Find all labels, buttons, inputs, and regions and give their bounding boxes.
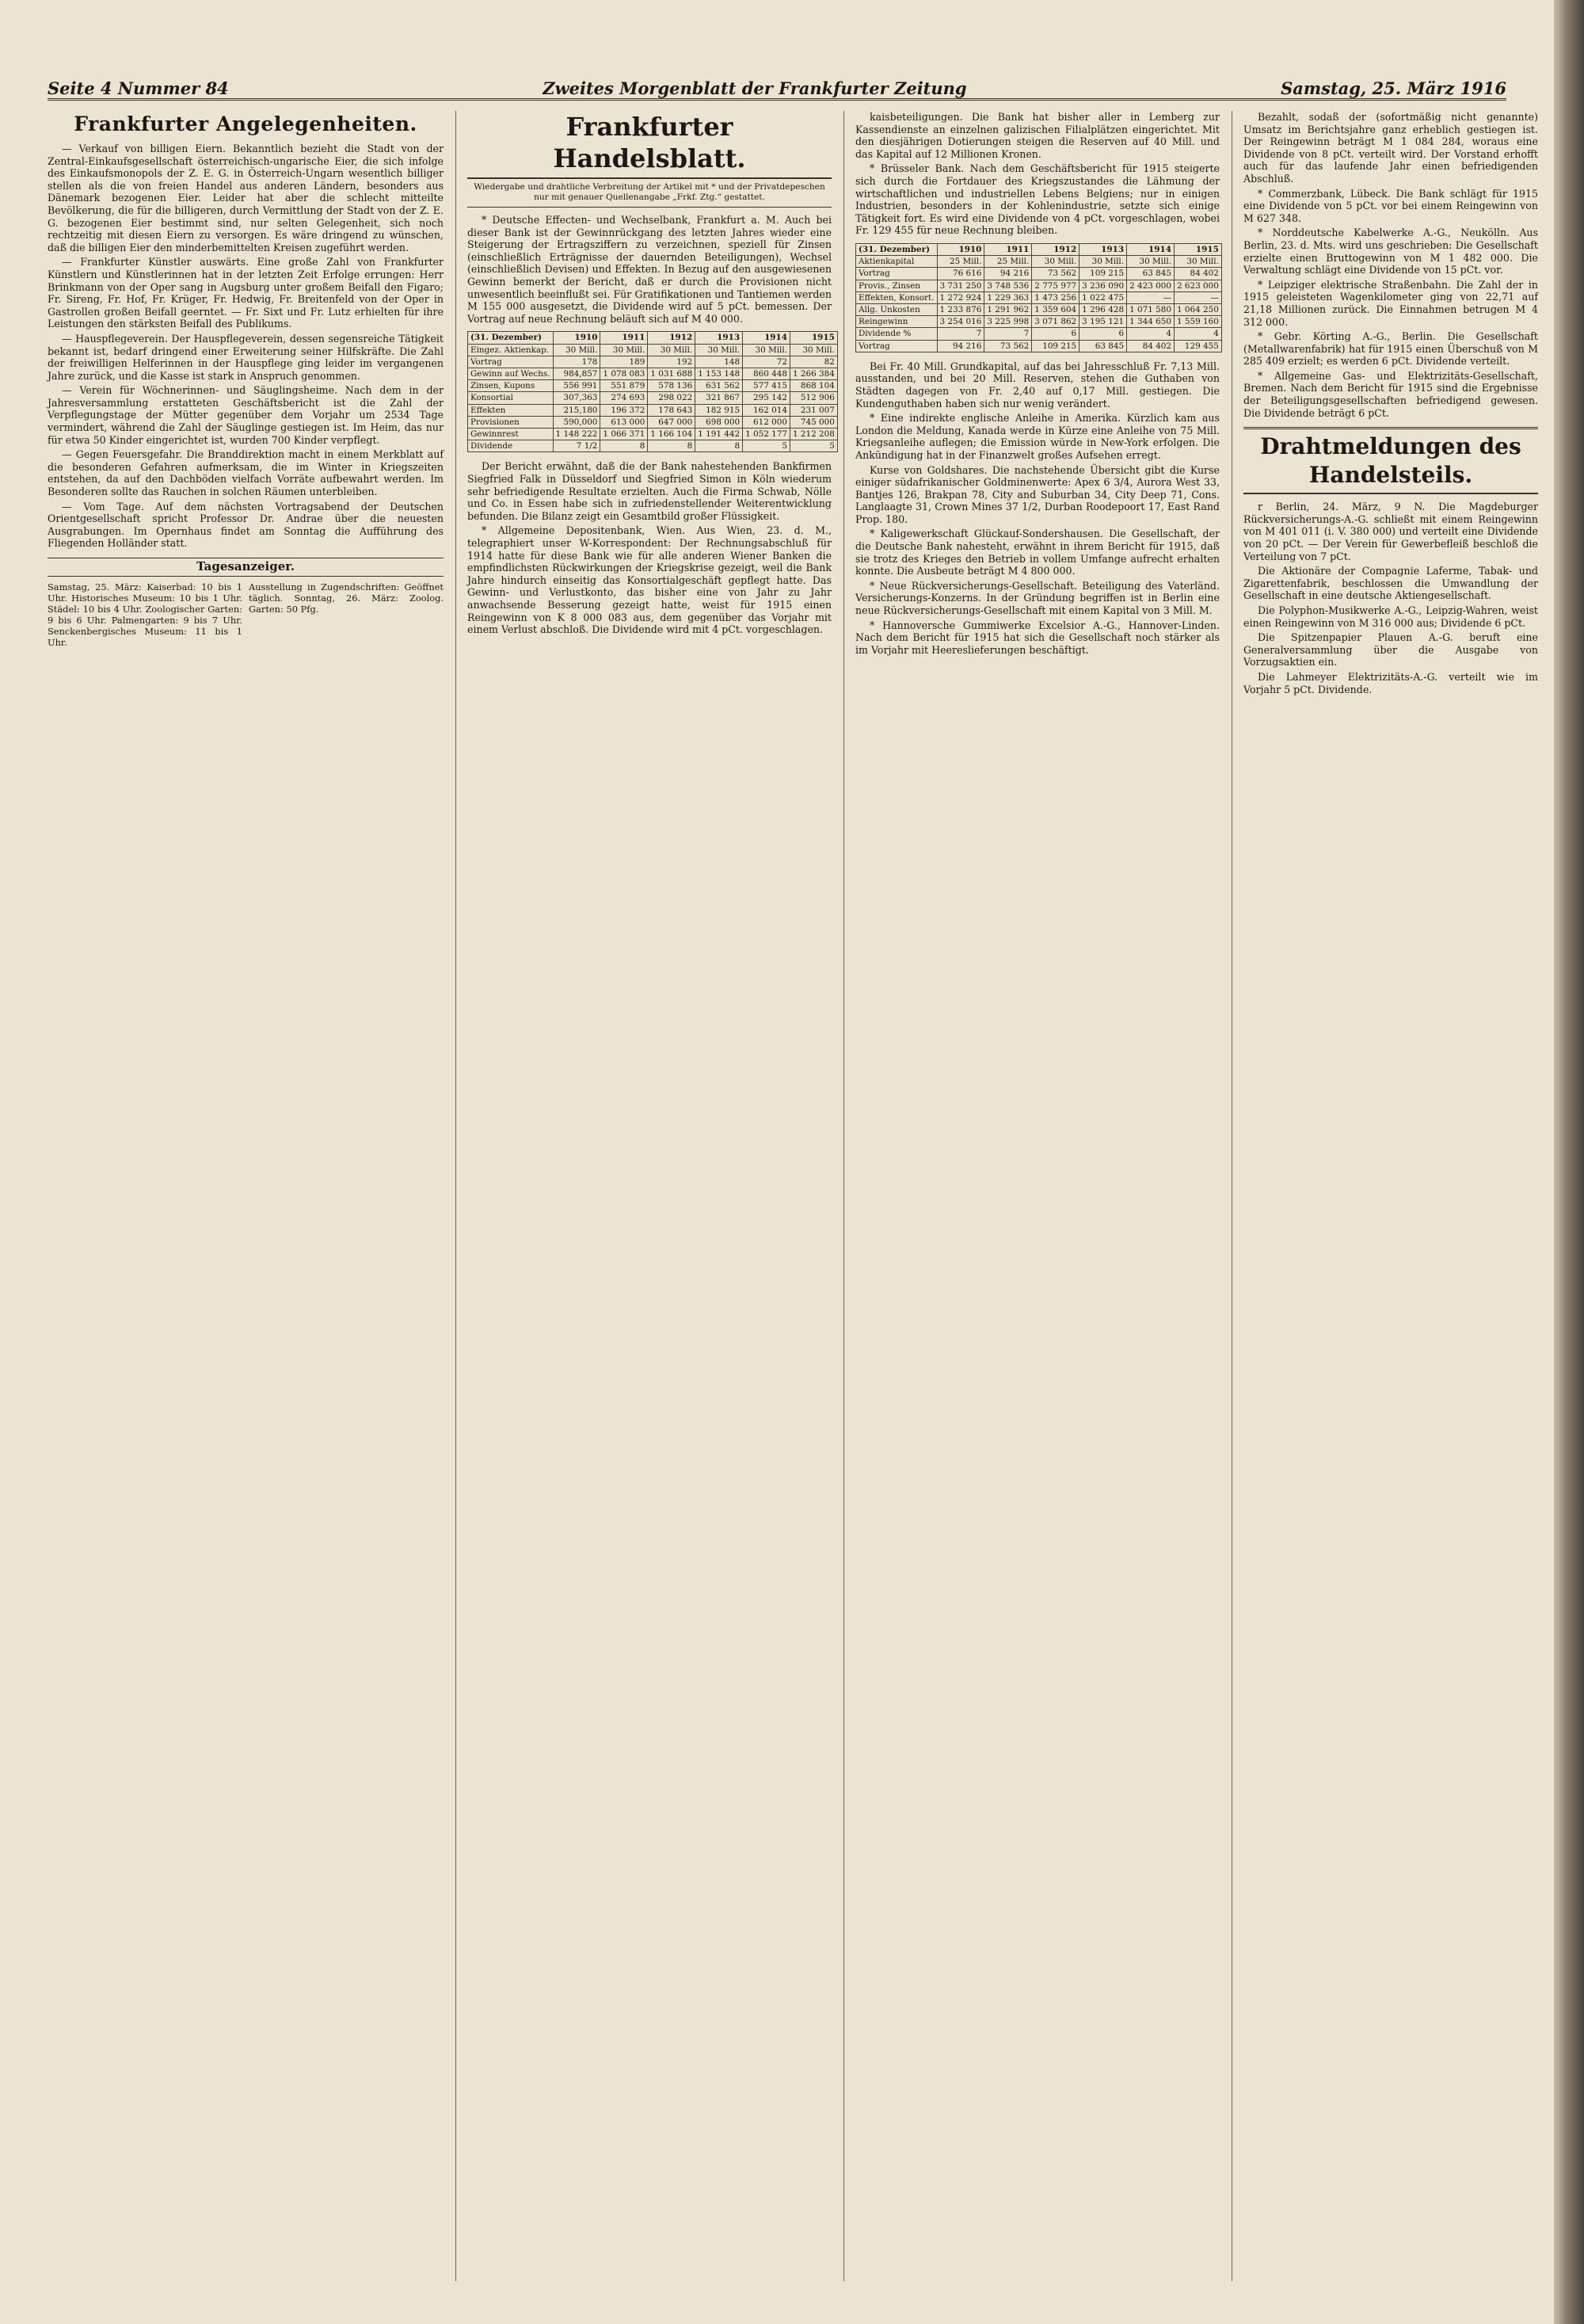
table-header-cell: 1913 (1079, 243, 1127, 255)
column-finance-2 (855, 111, 1220, 2281)
table-cell: 698 000 (695, 416, 743, 428)
table-cell: 129 455 (1174, 340, 1221, 352)
table-row (856, 303, 1222, 315)
table-cell: 590,000 (553, 416, 600, 428)
table-cell: 1 166 104 (648, 428, 695, 440)
book-spine (1554, 0, 1584, 2324)
table-row (468, 380, 838, 392)
table-cell: 1 291 962 (984, 303, 1032, 315)
table-cell: 63 845 (1127, 268, 1175, 280)
table-cell: 30 Mill. (695, 344, 743, 356)
table-cell: Aktienkapital (856, 256, 938, 268)
table-row (468, 428, 838, 440)
balance-table-bruesseler-bank (855, 243, 1222, 352)
table-cell: 30 Mill. (1174, 256, 1221, 268)
table-cell: 6 (1079, 328, 1127, 340)
tagesanzeiger-right: Ausstellung in Zugendschriften: Geöffnet täglich. Sonntag, 26. März: Zoolog. Garten: 50 Pfg. (249, 581, 444, 615)
table-cell: 868 104 (790, 380, 837, 392)
table-cell: 30 Mill. (743, 344, 790, 356)
table-header-cell: (31. Dezember) (856, 243, 938, 255)
column-finance-3 (1243, 111, 1538, 2281)
article-paragraph: — Frankfurter Künstler auswärts. Eine große Zahl von Frankfurter Künstlern und Künstlerinnen hat in der letzten Zeit Erfolge errungen: Herr Brinkmann von der Oper sang in Augsburg unter großem Beifall den Figaro; Fr. Sireng, Fr. Hof, Fr. Krüger, Fr. Hedwig, Fr. Breitenfeld von der Oper in Gastrollen großen Beifall geerntet. — Fr. Sixt und Fr. Lutz erhielten für ihre Leistungen den stärksten Beifall des Publikums. (48, 256, 444, 330)
table-cell: 321 867 (695, 392, 743, 404)
article-paragraph: Die Polyphon-Musikwerke A.-G., Leipzig-Wahren, weist einen Reingewinn von M 316 000 aus; Dividende 6 pCt. (1243, 604, 1538, 629)
table-cell: 63 845 (1079, 340, 1127, 352)
article-paragraph: Bei Fr. 40 Mill. Grundkapital, auf das bei Jahresschluß Fr. 7,13 Mill. ausstanden, und bei 20 Mill. Reserven, stehen die Guthaben von Städten dagegen von Fr. 2,40 auf 0,17 Mill. gestiegen. Die Kundenguthaben haben sich nur wenig verändert. (855, 360, 1220, 410)
table-cell: 5 (790, 440, 837, 452)
table-cell: 1 153 148 (695, 368, 743, 379)
table-cell: 1 473 256 (1032, 291, 1079, 303)
table-cell: 1 559 160 (1174, 316, 1221, 328)
article-paragraph: * Brüsseler Bank. Nach dem Geschäftsbericht für 1915 steigerte sich durch die Fortdauer des Kriegszustandes die Lähmung der wirtschaftlichen und industriellen Lebens Belgiens; nur in einigen Industrien, besonders in der Kohlenindustrie, setzte sich einige Tätigkeit fort. Es wird eine Dividende von 4 pCt. vorgeschlagen, wobei Fr. 129 455 für neue Rechnung bleiben. (855, 162, 1220, 237)
table-cell: 3 748 536 (984, 280, 1032, 291)
article-paragraph: — Gegen Feuersgefahr. Die Branddirektion macht in einem Merkblatt auf die besonderen Gefahren aufmerksam, die im Winter in Kriegszeiten entstehen, da auf den Dachböden vielfach Vorräte aufbewahrt werden. Im Besonderen sollte das Rauchen in solchen Räumen unterbleiben. (48, 448, 444, 498)
table-cell: 307,363 (553, 392, 600, 404)
tagesanzeiger-left: Samstag, 25. März: Kaiserbad: 10 bis 1 Uhr. Historisches Museum: 10 bis 1 Uhr. Städel: 10 bis 4 Uhr. Zoologischer Garten: 9 bis 6 Uhr. Palmengarten: 9 bis 7 Uhr. Senckenbergisches Museum: 11 bis 1 Uhr. (48, 581, 242, 648)
table-cell: 631 562 (695, 380, 743, 392)
table-cell: 30 Mill. (553, 344, 600, 356)
article-paragraph: — Verkauf von billigen Eiern. Bekanntlich bezieht die Stadt von der Zentral-Einkaufsgesellschaft österreichisch-ungarische Eier, die sich infolge des Einkaufsmonopols der Z. E. G. in Österreich-Ungarn wesentlich billiger stellen als die von freien Handel aus anderen Ländern, besonders aus Dänemark bezogenen Eier. Leider hat aber die schlecht mitteilte Bevölkerung, die für die billigeren, durch Vermittlung der Stadt von der Z. E. G. bezogenen Eier bestimmt sind, nur selten Gelegenheit, sich noch rechtzeitig mit diesen Eiern zu versorgen. Es wäre dringend zu wünschen, daß die billigen Eier den minderbemittelten Kreisen zugeführt werden. (48, 143, 444, 253)
column-handelsblatt (467, 111, 835, 2281)
table-header-cell: 1913 (695, 332, 743, 344)
article-paragraph: * Leipziger elektrische Straßenbahn. Die Zahl der in 1915 geleisteten Wagenkilometer ging von 22,71 auf 21,18 Millionen zurück. Die Einnahmen betrugen M 4 312 000. (1243, 278, 1538, 328)
table-cell: 94 216 (937, 340, 984, 352)
table-row (468, 356, 838, 368)
table-cell: Dividende % (856, 328, 938, 340)
table-cell: 1 266 384 (790, 368, 837, 379)
table-cell: 1 071 580 (1127, 303, 1175, 315)
table-cell: 94 216 (984, 268, 1032, 280)
table-cell: 109 215 (1032, 340, 1079, 352)
table-cell: 7 1/2 (553, 440, 600, 452)
table-cell: 30 Mill. (600, 344, 648, 356)
article-paragraph: — Hauspflegeverein. Der Hauspflegeverein, dessen segensreiche Tätigkeit bekannt ist, bedarf dringend einer Erweiterung seiner Hilfskräfte. Die Zahl der freiwilligen Helferinnen in der Hauspflege ging leider im vergangenen Jahre zurück, und die Kasse ist stark in Anspruch genommen. (48, 332, 444, 382)
table-row (468, 416, 838, 428)
page-header (48, 67, 1506, 101)
table-row (468, 344, 838, 356)
table-row (856, 280, 1222, 291)
table-cell: 189 (600, 356, 648, 368)
table-header-cell: 1912 (1032, 243, 1079, 255)
article-paragraph: * Neue Rückversicherungs-Gesellschaft. Beteiligung des Vaterländ. Versicherungs-Konzerns. In der Gründung begriffen ist in Berlin eine neue Rückversicherungs-Gesellschaft mit einem Kapital von 3 Mill. M. (855, 579, 1220, 617)
table-cell: 1 064 250 (1174, 303, 1221, 315)
table-row (856, 340, 1222, 352)
table-cell: Allg. Unkosten (856, 303, 938, 315)
table-cell: 1 066 371 (600, 428, 648, 440)
table-cell: Effekten, Konsort. (856, 291, 938, 303)
table-cell: Vortrag (856, 340, 938, 352)
table-row (468, 392, 838, 404)
table-cell: 745 000 (790, 416, 837, 428)
table-cell: 1 359 604 (1032, 303, 1079, 315)
article-paragraph: * Kaligewerkschaft Glückauf-Sondershausen. Die Gesellschaft, der die Deutsche Bank nahesteht, erwähnt in ihrem Bericht für 1915, daß sie trotz des Krieges den Betrieb in vollem Umfange aufrecht erhalten konnte. Die Ausbeute beträgt M 4 800 000. (855, 528, 1220, 577)
article-paragraph: kaisbeteiligungen. Die Bank hat bisher aller in Lemberg zur Kassendienste an einzelnen galizischen Filialplätzen eingerichtet. Mit den diesjährigen Dotierungen steigen die Reserven auf 40 Mill. und das Kapital auf 12 Millionen Kronen. (855, 111, 1220, 160)
table-cell: 148 (695, 356, 743, 368)
table-header-cell: 1911 (984, 243, 1032, 255)
table-row (468, 368, 838, 379)
article-paragraph: Kurse von Goldshares. Die nachstehende Übersicht gibt die Kurse einiger südafrikanischer Goldminenwerte: Apex 6 3/4, Aurora West 33, Bantjes 126, Brakpan 78, City and Suburban 34, City Deep 71, Cons. Langlaagte 31, Crown Mines 37 1/2, Durban Roodepoort 17, East Rand Prop. 180. (855, 463, 1220, 525)
section-title-drahtmeldungen: Drahtmeldungen des Handelsteils. (1243, 427, 1538, 494)
table-cell: Gewinnrest (468, 428, 554, 440)
article-paragraph: r Berlin, 24. März, 9 N. Die Magdeburger Rückversicherungs-A.-G. schließt mit einem Reingewinn von M 401 011 (i. V. 380 000) und verteilt eine Dividende von 20 pCt. — Der Verein für Gewerbefleiß beschloß die Verteilung von 7 pCt. (1243, 501, 1538, 562)
article-paragraph: Die Aktionäre der Compagnie Laferme, Tabak- und Zigarettenfabrik, beschlossen die Umwandlung der Gesellschaft in eine deutsche Aktiengesellschaft. (1243, 565, 1538, 602)
table-row (468, 440, 838, 452)
table-cell: Provisionen (468, 416, 554, 428)
table-cell: 298 022 (648, 392, 695, 404)
table-row (468, 404, 838, 416)
table-cell: 215,180 (553, 404, 600, 416)
tagesanzeiger-title: Tagesanzeiger. (48, 558, 444, 577)
table-cell: 613 000 (600, 416, 648, 428)
table-header-cell: 1910 (937, 243, 984, 255)
table-cell: 551 879 (600, 380, 648, 392)
table-cell: 1 078 083 (600, 368, 648, 379)
table-cell: 7 (937, 328, 984, 340)
table-cell: 178 (553, 356, 600, 368)
table-cell: — (1174, 291, 1221, 303)
table-cell: 84 402 (1127, 340, 1175, 352)
table-header-row (856, 243, 1222, 255)
section-title-local: Frankfurter Angelegenheiten. (74, 112, 417, 135)
table-cell: 1 233 876 (937, 303, 984, 315)
article-paragraph: — Verein für Wöchnerinnen- und Säuglingsheime. Nach dem in der Jahresversammlung erstatteten Geschäftsbericht ist die Zahl der Verpflegungstage der Mütter gegenüber dem Vorjahr um 2534 Tage vermindert, während die Zahl der Säuglinge gestiegen ist. Im Heim, das nur für etwa 50 Kinder eingerichtet ist, wurden 700 Kinder verpflegt. (48, 384, 444, 446)
table-header-cell: (31. Dezember) (468, 332, 554, 344)
table-cell: 82 (790, 356, 837, 368)
table-cell: 182 915 (695, 404, 743, 416)
table-cell: 1 344 650 (1127, 316, 1175, 328)
table-cell: 578 136 (648, 380, 695, 392)
table-cell: 577 415 (743, 380, 790, 392)
table-cell: 192 (648, 356, 695, 368)
table-header-cell: 1911 (600, 332, 648, 344)
table-cell: 84 402 (1174, 268, 1221, 280)
table-cell: 231 007 (790, 404, 837, 416)
table-cell: 612 000 (743, 416, 790, 428)
table-cell: 3 195 121 (1079, 316, 1127, 328)
table-cell: 3 071 862 (1032, 316, 1079, 328)
table-cell: 512 906 (790, 392, 837, 404)
table-cell: Vortrag (468, 356, 554, 368)
table-cell: 1 272 924 (937, 291, 984, 303)
table-cell: 30 Mill. (648, 344, 695, 356)
table-cell: 860 448 (743, 368, 790, 379)
table-cell: 73 562 (1032, 268, 1079, 280)
table-cell: Zinsen, Kupons (468, 380, 554, 392)
balance-table-effectenbank (467, 331, 838, 452)
article-paragraph: — Vom Tage. Auf dem nächsten Vortragsabend der Deutschen Orientgesellschaft spricht Professor Dr. Andrae über die neuesten Ausgrabungen. Im Opernhaus findet am Sonntag die Aufführung des Fliegenden Holländer statt. (48, 500, 444, 550)
table-row (856, 256, 1222, 268)
header-edition: Zweites Morgenblatt der Frankfurter Zeitung (543, 78, 967, 98)
article-paragraph: * Commerzbank, Lübeck. Die Bank schlägt für 1915 eine Dividende von 5 pCt. vor bei einem Reingewinn von M 627 348. (1243, 187, 1538, 224)
table-cell: 2 775 977 (1032, 280, 1079, 291)
table-header-cell: 1914 (1127, 243, 1175, 255)
table-cell: Eingez. Aktienkap. (468, 344, 554, 356)
table-cell: Reingewinn (856, 316, 938, 328)
table-cell: 4 (1174, 328, 1221, 340)
tagesanzeiger-listing (48, 581, 444, 648)
table-cell: 1 031 688 (648, 368, 695, 379)
table-cell: Provis., Zinsen (856, 280, 938, 291)
table-cell: 3 731 250 (937, 280, 984, 291)
table-cell: 30 Mill. (1079, 256, 1127, 268)
article-paragraph: * Gebr. Körting A.-G., Berlin. Die Gesellschaft (Metallwarenfabrik) hat für 1915 einen Überschuß von M 285 409 erzielt; es werden 6 pCt. Dividende verteilt. (1243, 330, 1538, 368)
table-cell: Gewinn auf Wechs. (468, 368, 554, 379)
table-cell: 109 215 (1079, 268, 1127, 280)
table-row (856, 316, 1222, 328)
column-rule (843, 111, 844, 2281)
table-cell: 30 Mill. (1032, 256, 1079, 268)
article-paragraph: * Hannoversche Gummiwerke Excelsior A.-G., Hannover-Linden. Nach dem Bericht für 1915 hat sich die Gesellschaft noch stärker als im Vorjahr mit Heereslieferungen beschäftigt. (855, 619, 1220, 656)
header-page-number: Seite 4 Nummer 84 (48, 78, 229, 98)
table-cell: 8 (695, 440, 743, 452)
table-row (856, 291, 1222, 303)
header-date: Samstag, 25. März 1916 (1281, 78, 1506, 98)
article-paragraph: * Allgemeine Depositenbank, Wien. Aus Wien, 23. d. M., telegraphiert unser W-Korrespondent: Der Rechnungsabschluß für 1914 hatte für diese Bank wie für alle anderen Wiener Banken die empfindlichsten Rückwirkungen der Kriegskrise gezeigt, weil die Bank Jahre hindurch einseitig das Konsortialgeschäft gepflegt hatte. Das Gewinn- und Verlustkonto, das bisher eine von Jahr zu Jahr anwachsende Besserung gezeigt hatte, weist für 1915 einen Reingewinn von K 8 000 083 aus, dem gegenüber das Vorjahr mit einem Verlust abschloß. Die Dividende wird mit 4 pCt. vorgeschlagen. (467, 524, 832, 636)
article-paragraph: * Eine indirekte englische Anleihe in Amerika. Kürzlich kam aus London die Meldung, Kanada werde in Kürze eine Anleihe von 75 Mill. Kriegsanleihe auflegen; die Emission würde in New-York erfolgen. Die Ankündigung hat in der Finanzwelt großes Aufsehen erregt. (855, 412, 1220, 461)
article-paragraph: * Deutsche Effecten- und Wechselbank, Frankfurt a. M. Auch bei dieser Bank ist der Gewinnrückgang des letzten Jahres wieder eine Steigerung der Ertragsziffern zu verzeichnen, speziell für Zinsen (einschließlich Erträgnisse der dauernden Beteiligungen), Wechsel (einschließlich Devisen) und Effekten. In Bezug auf den ausgewiesenen Gewinn bemerkt der Bericht, daß er durch die Provisionen nicht unwesentlich beeinflußt sei. Für Gratifikationen und Tantiemen werden M 155 000 ausgesetzt, die Dividende wird auf 5 pCt. bemessen. Der Vortrag auf neue Rechnung beläuft sich auf M 40 000. (467, 214, 832, 325)
table-cell: 8 (600, 440, 648, 452)
table-cell: 25 Mill. (937, 256, 984, 268)
table-cell: 8 (648, 440, 695, 452)
article-paragraph: Bezahlt, sodaß der (sofortmäßig nicht genannte) Umsatz im Berichtsjahre ganz erheblich gestiegen ist. Der Reingewinn beträgt M 1 084 284, woraus eine Dividende von 8 pCt. verteilt wird. Der Vorstand erhofft auch für das laufende Jahr einen befriedigenden Abschluß. (1243, 111, 1538, 185)
table-cell: 196 372 (600, 404, 648, 416)
table-cell: 25 Mill. (984, 256, 1032, 268)
table-header-cell: 1912 (648, 332, 695, 344)
table-cell: 30 Mill. (790, 344, 837, 356)
table-cell: 4 (1127, 328, 1175, 340)
table-cell: 647 000 (648, 416, 695, 428)
table-cell: 1 229 363 (984, 291, 1032, 303)
table-cell: 2 623 000 (1174, 280, 1221, 291)
column-local-news (48, 111, 444, 2281)
table-cell: 1 191 442 (695, 428, 743, 440)
table-cell: 2 423 000 (1127, 280, 1175, 291)
table-cell: 3 254 016 (937, 316, 984, 328)
table-cell: 162 014 (743, 404, 790, 416)
table-cell: Effekten (468, 404, 554, 416)
table-cell: 3 225 998 (984, 316, 1032, 328)
table-header-row (468, 332, 838, 344)
table-header-cell: 1910 (553, 332, 600, 344)
article-paragraph: Die Spitzenpapier Plauen A.-G. beruft eine Generalversammlung über die Ausgabe von Vorzugsaktien ein. (1243, 631, 1538, 669)
table-cell: 30 Mill. (1127, 256, 1175, 268)
column-rule (455, 111, 456, 2281)
table-cell: 5 (743, 440, 790, 452)
table-cell: 295 142 (743, 392, 790, 404)
table-header-cell: 1915 (790, 332, 837, 344)
table-cell: 556 991 (553, 380, 600, 392)
table-header-cell: 1914 (743, 332, 790, 344)
table-cell: Dividende (468, 440, 554, 452)
table-cell: 73 562 (984, 340, 1032, 352)
table-cell: 1 052 177 (743, 428, 790, 440)
article-paragraph: Die Lahmeyer Elektrizitäts-A.-G. verteilt wie im Vorjahr 5 pCt. Dividende. (1243, 670, 1538, 695)
table-cell: Konsortial (468, 392, 554, 404)
table-cell: — (1127, 291, 1175, 303)
table-cell: 1 148 222 (553, 428, 600, 440)
table-cell: 274 693 (600, 392, 648, 404)
article-paragraph: * Norddeutsche Kabelwerke A.-G., Neukölln. Aus Berlin, 23. d. Mts. wird uns geschrieben: Die Gesellschaft erzielte einen Bruttogewinn von M 1 482 000. Die Verwaltung schlägt eine Dividende von 15 pCt. vor. (1243, 227, 1538, 276)
article-paragraph: Der Bericht erwähnt, daß die der Bank nahestehenden Bankfirmen Siegfried Falk in Düsseldorf und Siegfried Simon in Köln wiederum sehr befriedigende Resultate erzielten. Auch die Firma Schwab, Nölle und Co. in Essen habe sich in zufriedenstellender Weiterentwicklung befunden. Die Bilanz zeigt ein Gesamtbild großer Flüssigkeit. (467, 460, 832, 522)
table-row (856, 328, 1222, 340)
table-cell: 1 022 475 (1079, 291, 1127, 303)
table-cell: 1 296 428 (1079, 303, 1127, 315)
table-cell: 1 212 208 (790, 428, 837, 440)
reprint-notice: Wiedergabe und drahtliche Verbreitung der Artikel mit * und der Privatdepeschen nur mit genauer Quellenangabe „Frkf. Ztg.“ gestattet. (467, 182, 832, 208)
table-cell: 76 616 (937, 268, 984, 280)
table-cell: 7 (984, 328, 1032, 340)
article-paragraph: * Allgemeine Gas- und Elektrizitäts-Gesellschaft, Bremen. Nach dem Bericht für 1915 sind die Ergebnisse der Beteiligungsgesellschaften befriedigend gewesen. Die Dividende beträgt 6 pCt. (1243, 369, 1538, 419)
table-row (856, 268, 1222, 280)
table-cell: 72 (743, 356, 790, 368)
section-title-handelsblatt: Frankfurter Handelsblatt. (467, 111, 832, 179)
table-cell: 984,857 (553, 368, 600, 379)
table-cell: 178 643 (648, 404, 695, 416)
table-cell: 3 236 090 (1079, 280, 1127, 291)
table-header-cell: 1915 (1174, 243, 1221, 255)
table-cell: 6 (1032, 328, 1079, 340)
table-cell: Vortrag (856, 268, 938, 280)
